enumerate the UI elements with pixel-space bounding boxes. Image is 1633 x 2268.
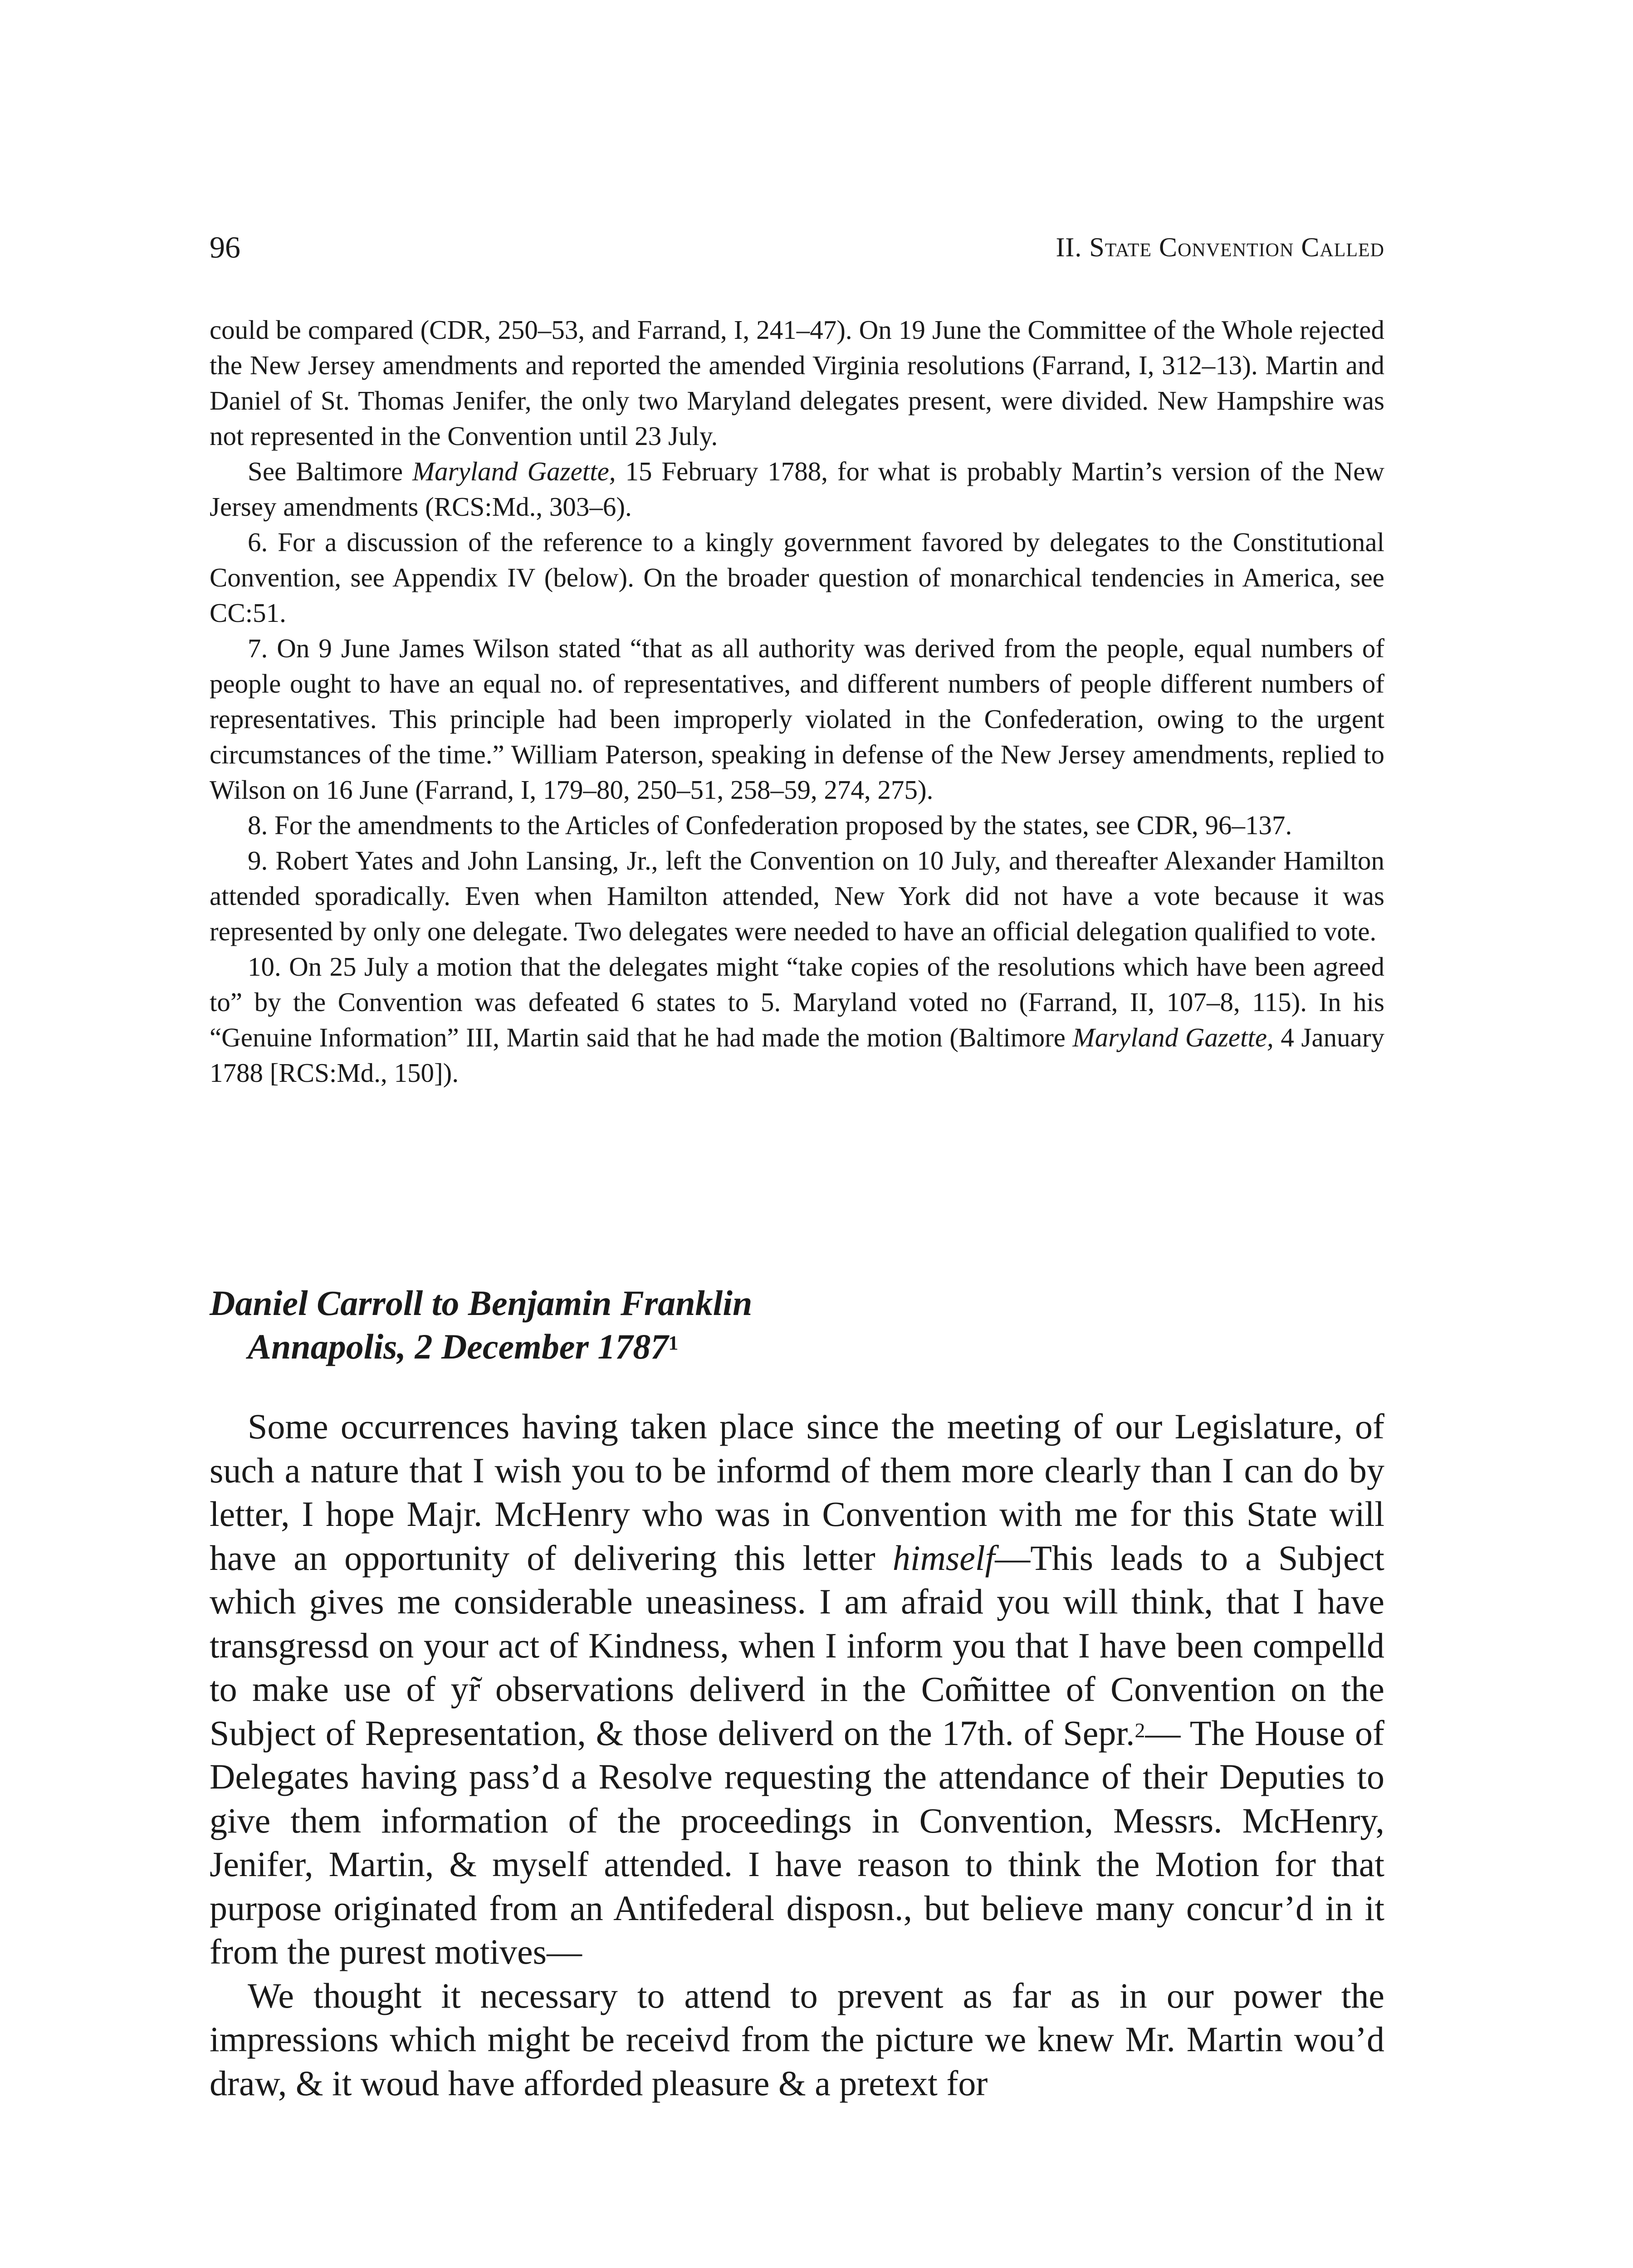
running-head [210, 227, 1384, 268]
letter-body [210, 1405, 1384, 2105]
note-5-continuation: could be compared (CDR, 250–53, and Farrand, I, 241–47). On 19 June the Committee of the Whole rejected the New Jersey amendments and reported the amended Virginia resolutions (Farrand, I, 312–13). Martin and Daniel of St. Thomas Jenifer, the only two Maryland delegates present, were divided. New Hampshire was not represented in the Convention until 23 July. [210, 315, 1384, 451]
note-5-see-also [210, 454, 1384, 524]
note-text: See Baltimore [248, 456, 412, 486]
note-reference: 1 [668, 1332, 679, 1354]
letter-paragraph-1 [210, 1405, 1384, 1974]
letter [210, 1281, 1384, 2105]
section-title: II. State Convention Called [1056, 232, 1384, 262]
note-text: 15 February 1788, for what is probably Martin’s version of the New Jersey amendments (RCS:Md., 303–6). [210, 456, 1384, 522]
note-text: 10. On 25 July a motion that the delegates might “take copies of the resolutions which have been agreed to” by the Convention was defeated 6 states to 5. Maryland voted no (Farrand, II, 107–8, 115). In his “Genuine Information” III, Martin said that he had made the motion (Baltimore [210, 952, 1384, 1052]
note-7: 7. On 9 June James Wilson stated “that as all authority was derived from the people, equal numbers of people ought to have an equal no. of representatives, and different numbers of people different numbers of representatives. This principle had been improperly violated in the Confederation, owing to the urgent circumstances of the time.” William Paterson, speaking in defense of the New Jersey amendments, replied to Wilson on 16 June (Farrand, I, 179–80, 250–51, 258–59, 274, 275). [210, 633, 1384, 805]
paragraph-text: Some occurrences having taken place since the meeting of our Legislature, of such a nature that I wish you to be informd of them more clearly than I can do by letter, I hope Majr. McHenry who was in Convention with me for this State will have an opportunity of delivering this letter [210, 1407, 1384, 1578]
note-8: 8. For the amendments to the Articles of Confederation proposed by the states, see CDR, 96–137. [248, 810, 1292, 840]
note-10 [210, 949, 1384, 1090]
page-number: 96 [210, 230, 240, 264]
paragraph-text: —This leads to a Subject which gives me considerable uneasiness. I am afraid you will think, that I have transgressd on your act of Kindness, when I inform you that I have been compelld to make use of yr̃ observations deliverd in the Com̃ittee of Convention on the Subject of Representation, & those deliverd on the 17th. of Sepr. [210, 1538, 1384, 1753]
letter-title: Daniel Carroll to Benjamin Franklin [210, 1283, 753, 1323]
endnotes [210, 312, 1384, 1090]
letter-heading [210, 1281, 1384, 1369]
note-reference: 2 [1134, 1718, 1145, 1742]
letter-place-date: Annapolis, 2 December 1787 [248, 1327, 669, 1366]
note-9: 9. Robert Yates and John Lansing, Jr., left the Convention on 10 July, and thereafter Alexander Hamilton attended sporadically. Even when Hamilton attended, New York did not have a vote because it was represented by only one delegate. Two delegates were needed to have an official delegation qualified to vote. [210, 846, 1384, 946]
publication-title: Maryland Gazette, [1072, 1022, 1274, 1052]
note-6: 6. For a discussion of the reference to a kingly government favored by delegates to the Constitutional Convention, see Appendix IV (below). On the broader question of monarchical tendencies in America, see CC:51. [210, 527, 1384, 628]
paragraph-text: — The House of Delegates having pass’d a Resolve requesting the attendance of their Deputies to give them information of the proceedings in Convention, Messrs. McHenry, Jenifer, Martin, & myself attended. I have reason to think the Motion for that purpose originated from an Antifederal disposn., but believe many concur’d in it from the purest motives— [210, 1713, 1384, 1971]
emphasized-word: himself [892, 1538, 995, 1578]
letter-paragraph-2: We thought it necessary to attend to prevent as far as in our power the impressions which might be receivd from the picture we knew Mr. Martin wou’d draw, & it woud have afforded pleasure & a pretext for [210, 1975, 1384, 2103]
publication-title: Maryland Gazette, [412, 456, 616, 486]
note-text: 4 January 1788 [RCS:Md., 150]). [210, 1022, 1384, 1088]
letter-dateline [210, 1325, 1384, 1369]
